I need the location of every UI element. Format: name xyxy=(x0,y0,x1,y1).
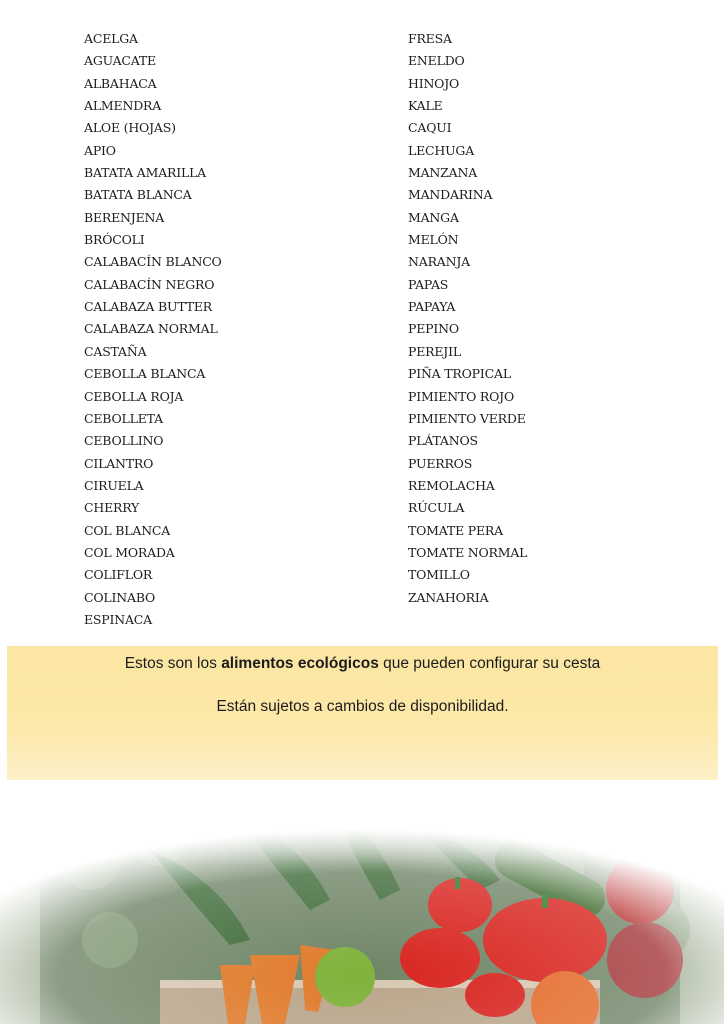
left-list-item: COL MORADA xyxy=(84,544,175,560)
left-list-item: CASTAÑA xyxy=(84,343,147,359)
left-list-item: CALABACÍN BLANCO xyxy=(84,254,222,270)
right-list-item: TOMILLO xyxy=(408,567,470,583)
left-list-item: APIO xyxy=(84,142,116,158)
right-list-item: LECHUGA xyxy=(408,142,475,158)
left-list-item: ALOE (HOJAS) xyxy=(84,120,176,136)
right-list-item: PIMIENTO VERDE xyxy=(408,410,526,426)
right-list-item: PIMIENTO ROJO xyxy=(408,388,515,404)
left-list-item: CHERRY xyxy=(84,500,140,516)
right-list-item: TOMATE NORMAL xyxy=(408,544,528,560)
right-list-item: RÚCULA xyxy=(408,500,465,516)
left-list-item: AGUACATE xyxy=(84,53,156,69)
left-list-item: CEBOLLA ROJA xyxy=(84,388,184,404)
left-list-item: COLIFLOR xyxy=(84,567,153,583)
left-list-item: CEBOLLA BLANCA xyxy=(84,366,206,382)
left-list-item: CILANTRO xyxy=(84,455,154,471)
left-list-item: ALMENDRA xyxy=(84,98,162,114)
right-list-item: MELÓN xyxy=(408,232,459,248)
left-list-item: BATATA AMARILLA xyxy=(84,165,207,181)
left-list-item: CALABACÍN NEGRO xyxy=(84,276,215,292)
right-list-item: REMOLACHA xyxy=(408,477,495,493)
right-list-item: FRESA xyxy=(408,31,452,46)
right-list-item: PAPAS xyxy=(408,276,449,292)
left-list-item: ESPINACA xyxy=(84,611,152,627)
right-list-item: KALE xyxy=(408,98,443,114)
banner-line-1 xyxy=(7,655,718,673)
left-list-item: COL BLANCA xyxy=(84,522,171,538)
left-list-item: ALBAHACA xyxy=(84,75,157,91)
banner-line-2: Están sujetos a cambios de disponibilidad. xyxy=(216,698,509,715)
left-list-item: BATATA BLANCA xyxy=(84,187,192,203)
left-list-item: COLINABO xyxy=(84,589,156,605)
right-list-item: MANDARINA xyxy=(408,187,493,203)
right-list-item: NARANJA xyxy=(408,254,470,270)
right-list-item: PIÑA TROPICAL xyxy=(408,366,511,382)
left-list-item: CALABAZA BUTTER xyxy=(84,299,212,315)
right-list-item: PLÁTANOS xyxy=(408,433,478,449)
left-list-item: CIRUELA xyxy=(84,477,144,493)
right-list-item: MANZANA xyxy=(408,165,478,181)
banner-text-bold: alimentos ecológicos xyxy=(221,655,379,672)
right-list-item: ENELDO xyxy=(408,53,465,69)
left-list-item: CEBOLLETA xyxy=(84,410,163,426)
right-list-item: HINOJO xyxy=(408,75,460,91)
left-list-item: CALABAZA NORMAL xyxy=(84,321,218,337)
info-banner xyxy=(7,646,718,780)
right-list-item: ZANAHORIA xyxy=(408,589,489,605)
left-list-item: BERENJENA xyxy=(84,209,165,225)
banner-text-after: que pueden configurar su cesta xyxy=(378,655,601,672)
right-list-item: CAQUI xyxy=(408,120,452,136)
right-list-item: TOMATE PERA xyxy=(408,522,503,538)
right-list-item: PEREJIL xyxy=(408,343,461,359)
left-list-item: CEBOLLINO xyxy=(84,433,164,449)
left-column-list xyxy=(84,28,222,631)
banner-text-before: Estos son los xyxy=(124,655,222,672)
left-list-item: BRÓCOLI xyxy=(84,232,145,248)
right-list-item: PAPAYA xyxy=(408,299,456,315)
right-column-list xyxy=(408,28,527,609)
right-list-item: PEPINO xyxy=(408,321,459,337)
left-list-item: ACELGA xyxy=(84,31,138,46)
vegetable-basket-photo xyxy=(0,780,724,1024)
right-list-item: PUERROS xyxy=(408,455,473,471)
right-list-item: MANGA xyxy=(408,209,459,225)
